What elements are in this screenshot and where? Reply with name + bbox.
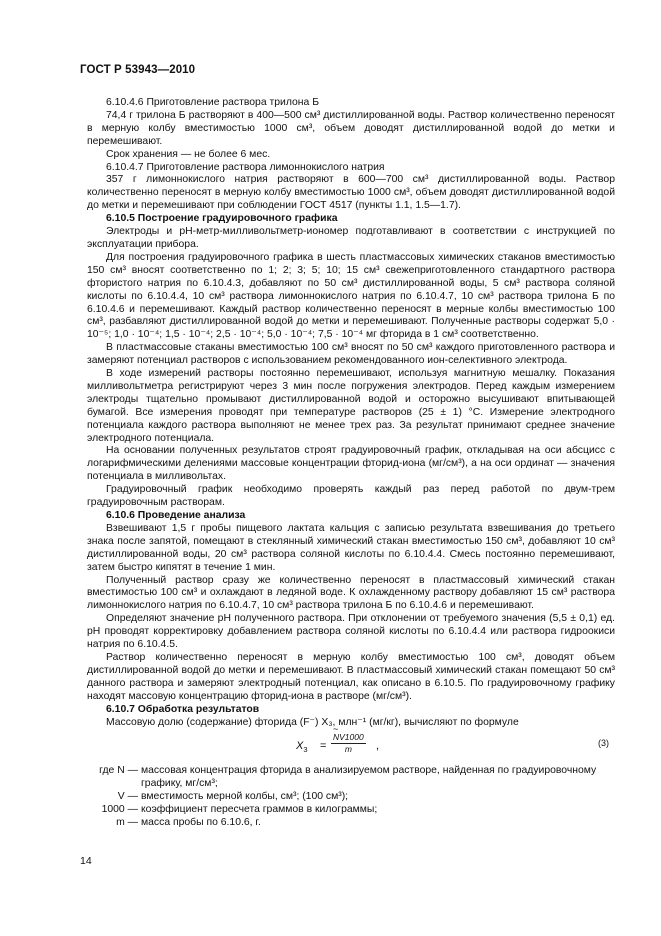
formula-number: (3): [598, 738, 609, 749]
paragraph-formula-intro: Массовую долю (содержание) фторида (F⁻) X₃, млн⁻¹ (мг/кг), вычисляют по формуле: [106, 716, 519, 728]
paragraph-potential-measure: В пластмассовые стаканы вместимостью 100 см³ вносят по 50 см³ каждого приготовленного раствора и замеряют потенциал растворов с использованием рекомендованного ион-селективного электрода.: [87, 342, 615, 367]
legend-key: V —: [117, 791, 138, 803]
legend-key: где N —: [99, 765, 138, 777]
subsection-title-6-10-4-6: 6.10.4.6 Приготовление раствора трилона Б: [106, 97, 320, 108]
legend-desc: масса пробы по 6.10.6, г.: [141, 817, 261, 829]
formula-3: [87, 731, 615, 761]
formula-fraction: [331, 731, 366, 755]
section-heading-6-10-6: 6.10.6 Проведение анализа: [106, 510, 246, 521]
paragraph-measurement-procedure: В ходе измерений растворы постоянно перемешивают, используя магнитную мешалку. Показания милливольтметра регистрируют через 3 мин после погружения электродов. Перед каждым измерением электроды тщательно промывают дистиллированной водой и осторожно высушивают впитывающей бумагой. Все измерения проводят при температуре растворов (25 ± 1) °С. Измерение электродного потенциала каждого раствора выполняют не менее трех раз. За результат принимают среднее значение электродного потенциала.: [87, 368, 615, 444]
subsection-title-6-10-4-7: 6.10.4.7 Приготовление раствора лимоннокислого натрия: [106, 161, 385, 173]
formula-denominator: m: [344, 744, 352, 755]
numerator-text: ~ NV1000: [333, 731, 364, 743]
legend-desc: массовая концентрация фторида в анализируемом растворе, найденная по градуировочному графику, мг/см³;: [141, 765, 597, 790]
formula-numerator: [331, 731, 366, 744]
paragraph-calibration-preparation: Для построения градуировочного графика в шесть пластмассовых химических стаканов вместимостью 150 см³ вносят соответственно по 1; 2; 3; 5; 10; 15 см³ свежеприготовленного стандартного раствора фтористого натрия по 6.10.4.3, добавляют по 50 см³ дистиллированной воды, 5 см³ раствора соляной кислоты по 6.10.4.4, 10 см³ раствора лимоннокислого натрия по 6.10.4.7, 10 см³ раствора трилона Б по 6.10.4.6 и перемешивают. Каждый раствор количественно переносят в мерные колбы вместимостью 100 см³, разбавляют дистиллированной водой до метки и перемешивают. Полученные растворы содержат 5,0 · 10⁻⁵; 1,0 · 10⁻⁴; 1,5 · 10⁻⁴; 2,5 · 10⁻⁴; 5,0 · 10⁻⁴; 7,5 · 10⁻⁴ мг фторида в 1 см³ соответственно.: [87, 251, 615, 341]
legend-row: [87, 765, 615, 791]
page-number: 14: [80, 855, 92, 867]
paragraph-electrodes: Электроды и pH-метр-милливольтметр-иономер подготавливают в соответствии с инструкцией по эксплуатации прибора.: [87, 226, 615, 250]
legend-key: m —: [116, 817, 138, 829]
paragraph-final-measure: Раствор количественно переносят в мерную колбу вместимостью 100 см³, доводят объем дистиллированной водой до метки и перемешивают. В пластмассовый химический стакан помещают 50 см³ данного раствора и замеряют электродный потенциал, как описано в 6.10.5. По градуировочному графику находят массовую концентрацию фторид-иона в растворе (мг/см³).: [87, 651, 615, 702]
formula-legend: [87, 765, 615, 830]
formula-comma: ,: [376, 740, 380, 753]
legend-row: [87, 791, 615, 804]
paragraph-graph-check: Градуировочный график необходимо проверять каждый раз перед работой по двум-трем градуировочным растворам.: [87, 484, 615, 509]
legend-row: [87, 817, 615, 830]
paragraph-weighing: Взвешивают 1,5 г пробы пищевого лактата кальция с записью результата взвешивания до третьего знака после запятой, помещают в стеклянный химический стакан вместимостью 150 см³, добавляют 10 см³ дистиллированной воды, 20 см³ раствора соляной кислоты по 6.10.4.4. Смесь постоянно перемешивают, затем быстро кипятят в течение 1 мин.: [87, 522, 615, 573]
legend-row: [87, 804, 615, 817]
legend-desc: коэффициент пересчета граммов в килограммы;: [141, 804, 378, 816]
document-header: ГОСТ Р 53943—2010: [80, 64, 196, 76]
formula-equals: =: [320, 740, 327, 753]
formula-lhs: $X_3$: [296, 740, 308, 755]
paragraph-transfer-cooling: Полученный раствор сразу же количественно переносят в пластмассовый химический стакан вместимостью 100 см³ и охлаждают в ледяной воде. К охлажденному раствору добавляют 15 см³ раствора лимоннокислого натрия по 6.10.4.7, 10 см³ раствора трилона Б по 6.10.4.6 и перемешивают.: [87, 574, 615, 612]
paragraph-graph-construction: На основании полученных результатов строят градуировочный график, откладывая на оси абсцисс с логарифмическими делениями массовые концентрации фторид-иона (мг/см³), а на оси ординат — значения потенциала в милливольтах.: [87, 445, 615, 483]
paragraph-storage: Срок хранения — не более 6 мес.: [106, 148, 271, 160]
section-heading-6-10-5: 6.10.5 Построение градуировочного графика: [106, 213, 338, 225]
document-body: [87, 97, 615, 830]
section-heading-6-10-7: 6.10.7 Обработка результатов: [106, 703, 260, 715]
legend-key: 1000 —: [101, 804, 138, 816]
paragraph-sodium-citrate: 357 г лимоннокислого натрия растворяют в 600—700 см³ дистиллированной воды. Раствор количественно переносят в мерную колбу вместимостью 1000 см³, объем доводят дистиллированной водой до метки и перемешивают при соблюдении ГОСТ 4517 (пункты 1.1, 1.5—1.7).: [87, 174, 615, 212]
paragraph-ph-adjust: Определяют значение pH полученного раствора. При отклонении от требуемого значения (5,5 ± 0,1) ед. pH проводят корректировку добавлением раствора соляной кислоты по 6.10.4.4 или раствора гидроокиси натрия по 6.10.4.5.: [87, 613, 615, 651]
paragraph-trilon-b: 74,4 г трилона Б растворяют в 400—500 см³ дистиллированной воды. Раствор количественно переносят в мерную колбу вместимостью 1000 см³, объем доводят дистиллированной водой до метки и перемешивают.: [87, 109, 615, 147]
legend-desc: вместимость мерной колбы, см³; (100 см³);: [141, 791, 349, 803]
